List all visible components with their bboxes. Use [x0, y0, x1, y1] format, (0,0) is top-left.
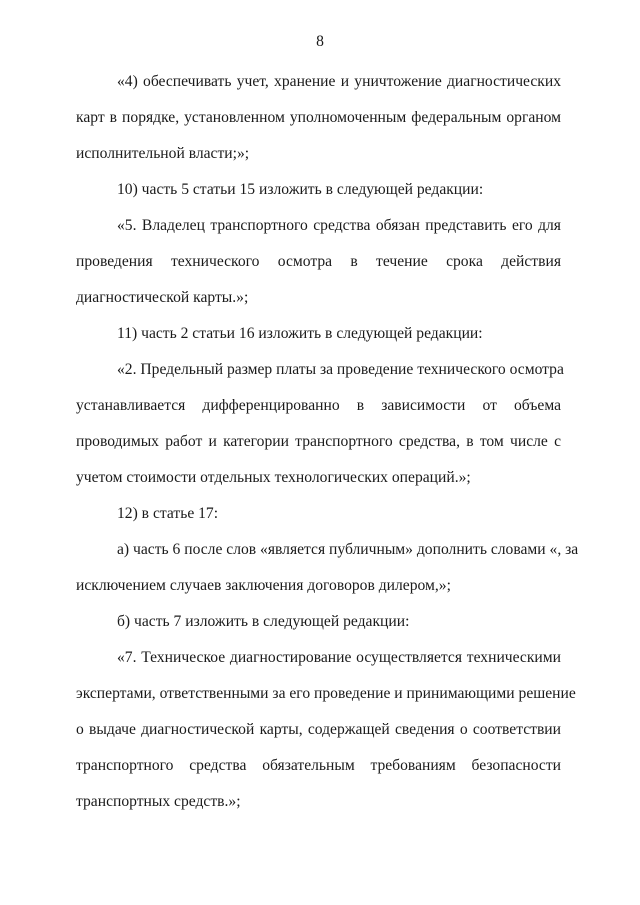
text-line: устанавливается дифференцированно в зависимости от объема: [76, 397, 561, 414]
text-line: диагностической карты.»;: [76, 289, 249, 306]
text-line: «5. Владелец транспортного средства обязан представить его для: [117, 217, 561, 234]
text-line: 12) в статье 17:: [117, 505, 219, 522]
text-line: карт в порядке, установленном уполномоченным федеральным органом: [76, 109, 561, 126]
text-line: «2. Предельный размер платы за проведение технического осмотра: [117, 361, 564, 378]
text-line: проводимых работ и категории транспортного средства, в том числе с: [76, 433, 561, 450]
text-line: о выдаче диагностической карты, содержащей сведения о соответствии: [76, 721, 561, 738]
text-line: б) часть 7 изложить в следующей редакции:: [117, 613, 410, 630]
text-line: исполнительной власти;»;: [76, 145, 250, 162]
text-line: экспертами, ответственными за его проведение и принимающими решение: [76, 685, 576, 702]
text-line: учетом стоимости отдельных технологических операций.»;: [76, 469, 471, 486]
text-line: а) часть 6 после слов «является публичным» дополнить словами «, за: [117, 541, 579, 558]
text-line: исключением случаев заключения договоров дилером,»;: [76, 577, 451, 594]
page-number: 8: [316, 33, 324, 50]
text-line: транспортного средства обязательным требованиям безопасности: [76, 757, 561, 774]
text-line: 11) часть 2 статьи 16 изложить в следующей редакции:: [117, 325, 483, 342]
text-line: транспортных средств.»;: [76, 793, 241, 810]
text-line: «7. Техническое диагностирование осуществляется техническими: [117, 649, 561, 666]
text-line: «4) обеспечивать учет, хранение и уничтожение диагностических: [117, 73, 561, 90]
text-line: 10) часть 5 статьи 15 изложить в следующей редакции:: [117, 181, 484, 198]
text-line: проведения технического осмотра в течение срока действия: [76, 253, 561, 270]
